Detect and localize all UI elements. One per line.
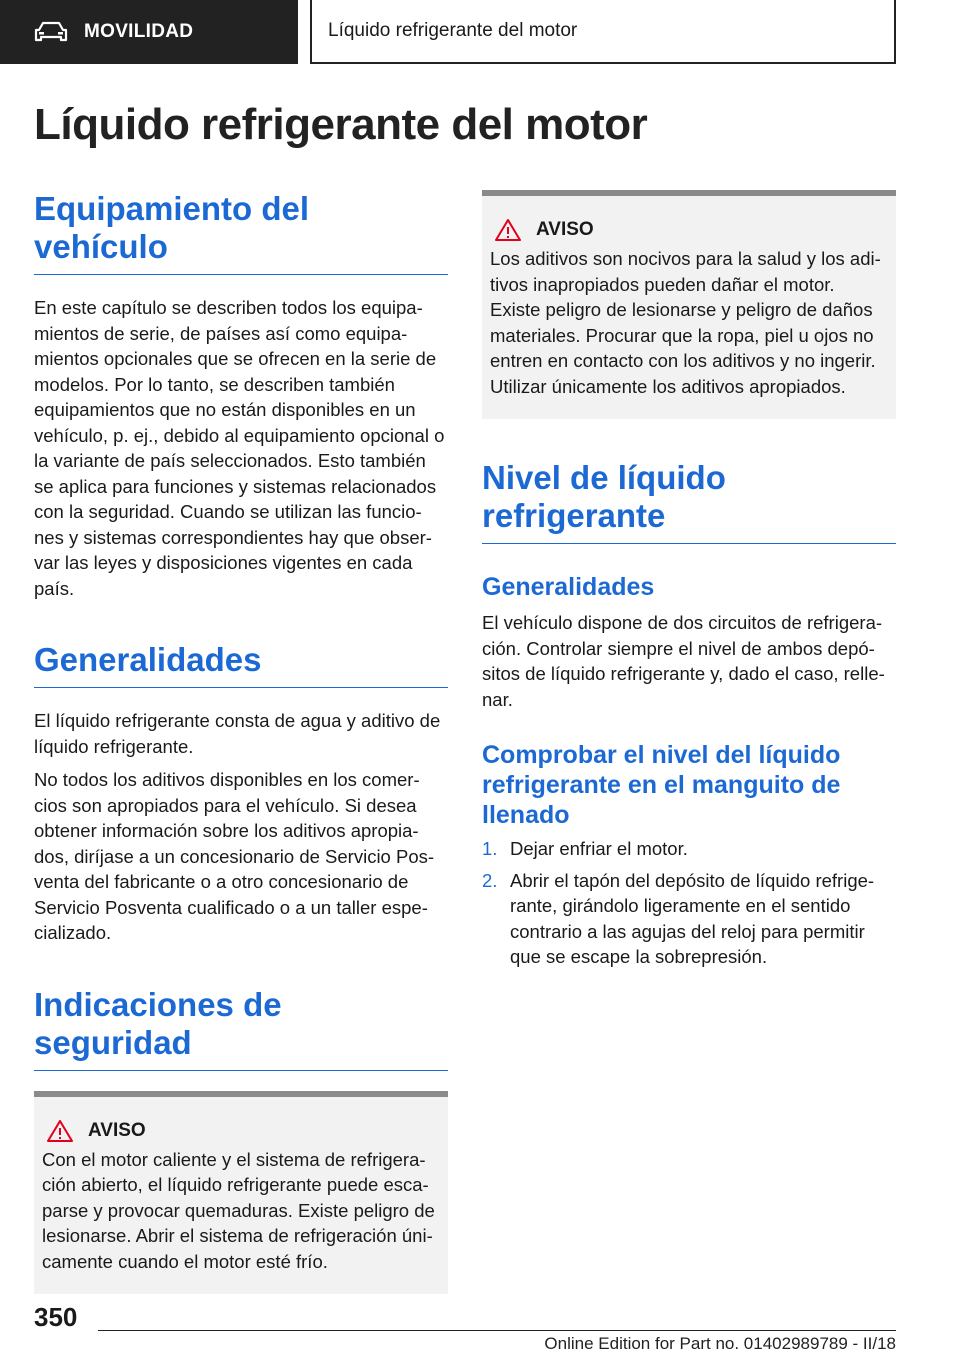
step-text: Abrir el tapón del depósito de líquido refrige-rante, girándolo ligeramente en el sentido contrario a las agujas del reloj para permitir que se escape la sobrepresión.: [510, 869, 875, 967]
paragraph: En este capítulo se describen todos los equipa-mientos de serie, de países así como equipa-mientos opcionales que se ofrecen en la serie de modelos. Por lo tanto, se describen también equipamientos que no están disponibles en un vehículo, p. ej., debido al equipamiento opcional o la variante de país seleccionados. Esto también se aplica para funciones y sistemas relacionados con la seguridad. Cuando se utilizan las funcio-nes y sistemas correspondientes hay que obser-var las leyes y disposiciones vigentes en cada país.: [34, 297, 445, 599]
list-item: [482, 836, 896, 862]
warning-triangle-icon: [494, 218, 522, 242]
page-footer: [0, 1290, 960, 1362]
list-item: [482, 868, 896, 970]
right-column: [482, 190, 896, 976]
car-icon: [34, 21, 68, 43]
page-title: Líquido refrigerante del motor: [34, 100, 648, 149]
paragraph: El líquido refrigerante consta de agua y aditivo de líquido refrigerante.: [34, 710, 441, 757]
warning-label: AVISO: [88, 1119, 146, 1141]
footer-divider: [98, 1330, 896, 1331]
warning-text: Los aditivos son nocivos para la salud y los adi-tivos inapropiados pueden dañar el motor. Existe peligro de lesionarse y peligro de daños materiales. Procurar que la ropa, piel u ojos no entren en contacto con los aditivos y no ingerir. Utilizar únicamente los aditivos apropiados.: [490, 248, 881, 397]
paragraph: El vehículo dispone de dos circuitos de refrigera-ción. Controlar siempre el nivel de ambos depó-sitos de líquido refrigerante y, dado el caso, relle-nar.: [482, 612, 885, 710]
page-number: 350: [34, 1302, 78, 1332]
left-column: [34, 190, 448, 1294]
warning-box: [34, 1091, 448, 1295]
warning-label: AVISO: [536, 219, 594, 240]
warning-header: [42, 1119, 440, 1143]
section-safety: [34, 986, 448, 1295]
topic-label: Líquido refrigerante del motor: [328, 20, 578, 41]
warning-text: Con el motor caliente y el sistema de refrigera-ción abierto, el líquido refrigerante puede esca-parse y provocar quemaduras. Existe peligro de lesionarse. Abrir el sistema de refrigeración úni-camente cuando el motor esté frío.: [42, 1148, 435, 1272]
section-label: MOVILIDAD: [84, 21, 194, 42]
step-number: 1.: [482, 838, 498, 859]
step-number: 2.: [482, 869, 498, 891]
step-list: [482, 836, 896, 970]
section-heading: Generalidades: [34, 641, 448, 688]
section-heading: Equipamiento del vehículo: [34, 190, 448, 275]
warning-box: [482, 190, 896, 419]
section-heading: Nivel de líquido refrigerante: [482, 459, 896, 544]
paragraph: No todos los aditivos disponibles en los comer-cios son apropiados para el vehículo. Si desea obtener información sobre los aditivos apropia-dos, diríjase a un concesionario de Servicio Pos-venta del fabricante o a otro concesionario de Servicio Posventa cualificado o a un taller espe-cializado.: [34, 769, 435, 943]
subheading: Comprobar el nivel del líquido refrigerante en el manguito de llenado: [482, 741, 841, 829]
section-heading: Indicaciones de seguridad: [34, 986, 448, 1071]
section-coolant-level: [482, 459, 896, 970]
section-general: [34, 641, 448, 946]
section-equipment: [34, 190, 448, 601]
warning-triangle-icon: [46, 1119, 74, 1143]
step-text: Dejar enfriar el motor.: [510, 838, 688, 859]
edition-info: Online Edition for Part no. 01402989789 - II/18: [544, 1334, 896, 1353]
topic-tab: [310, 0, 896, 64]
page-header: [0, 0, 960, 66]
section-tab[interactable]: [0, 0, 298, 64]
warning-header: [490, 218, 888, 242]
subheading: Generalidades: [482, 573, 655, 601]
